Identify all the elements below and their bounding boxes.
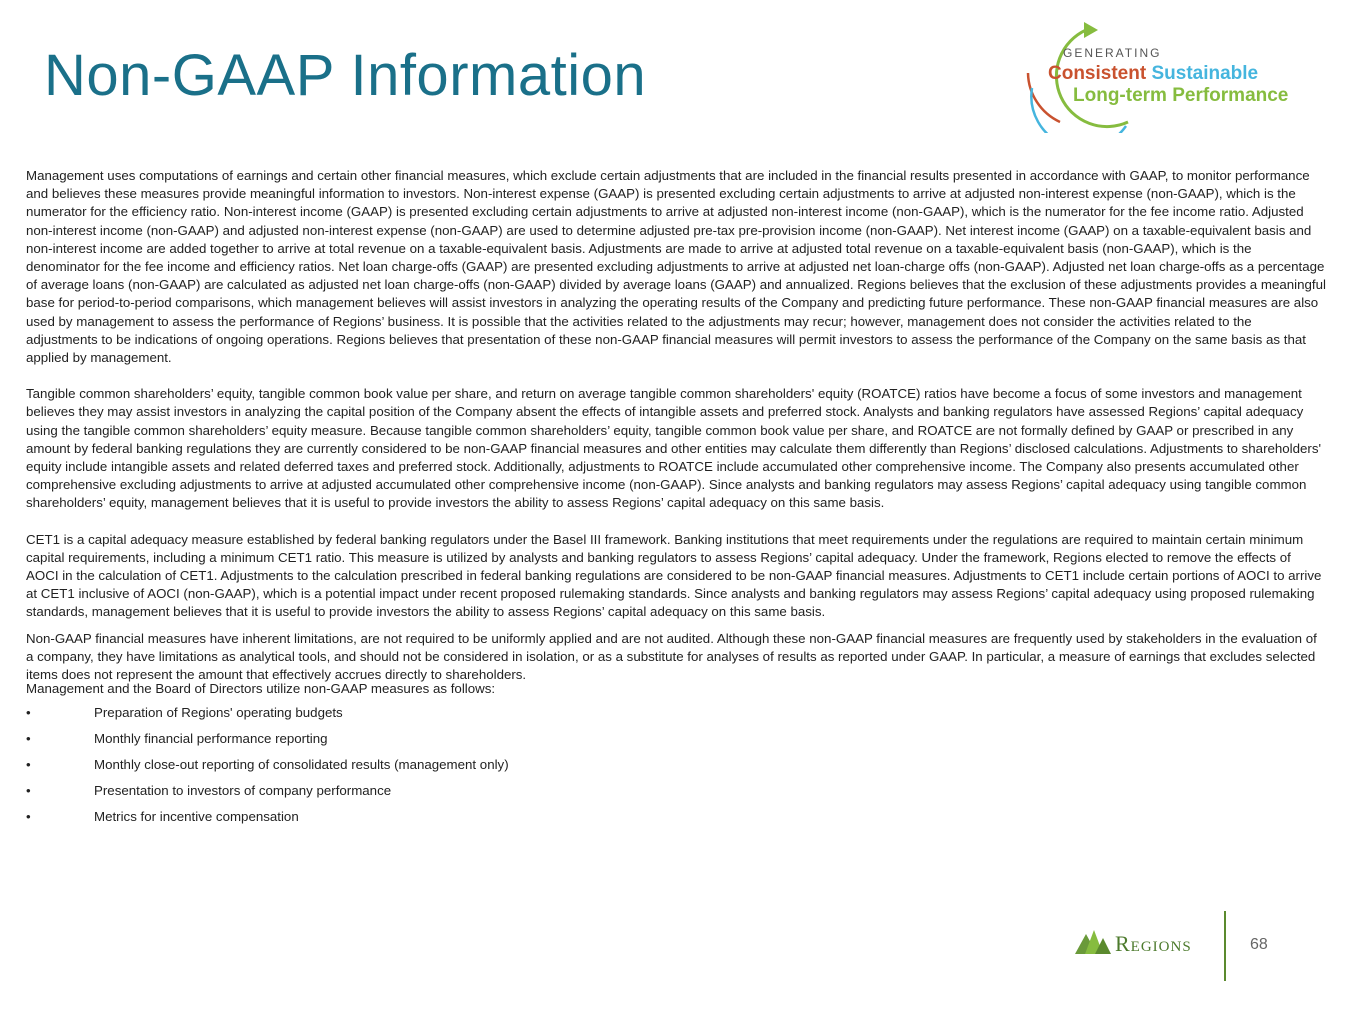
tagline-line1 — [1048, 63, 1258, 85]
body-content — [26, 167, 1326, 833]
list-item-text: Preparation of Regions' operating budgets — [94, 705, 343, 721]
list-item — [26, 782, 1326, 800]
tagline-sustainable: Sustainable — [1151, 63, 1259, 84]
paragraph-tangible-equity: Tangible common shareholders’ equity, tangible common book value per share, and return on average tangible common shareholders' equity (ROATCE) ratios have become a focus of some investors and management believes they may assist investors in analyzing the capital position of the Company absent the effects of intangible assets and preferred stock. Analysts and banking regulators have assessed Regions’ capital adequacy using the tangible common shareholders’ equity measure. Because tangible common shareholders’ equity, tangible common book value per share, and ROATCE are not formally defined by GAAP or prescribed in any amount by federal banking regulations they are currently considered to be non-GAAP financial measures and other entities may calculate them differently than Regions’ disclosed calculations. Adjustments to shareholders' equity include intangible assets and related deferred taxes and preferred stock. Additionally, adjustments to ROATCE include accumulated other comprehensive income. The Company also presents accumulated other comprehensive excluding adjustments to arrive at adjusted accumulated other comprehensive income (non-GAAP). Since analysts and banking regulators may assess Regions’ capital adequacy using tangible common shareholders’ equity, management believes that it is useful to provide investors the ability to assess Regions’ capital adequacy on this same basis. — [26, 386, 1322, 511]
list-item-text: Presentation to investors of company performance — [94, 782, 392, 798]
tagline-generating: GENERATING — [1063, 46, 1162, 60]
page-number: 68 — [1250, 936, 1268, 953]
bullet-icon: • — [26, 782, 31, 798]
paragraph-adjusted-measures: Management uses computations of earnings and certain other financial measures, which exclude certain adjustments that are included in the financial results presented in accordance with GAAP, to monitor performance and believes these measures provide meaningful information to investors. Non-interest expense (GAAP) is presented excluding certain adjustments to arrive at adjusted non-interest expense (non-GAAP), which is the numerator for the efficiency ratio. Non-interest income (GAAP) is presented excluding certain adjustments to arrive at adjusted non-interest income (non-GAAP), which is the numerator for the fee income ratio. Adjusted non-interest income (non-GAAP) and adjusted non-interest expense (non-GAAP) are used to determine adjusted pre-tax pre-provision income (non-GAAP). Net interest income (GAAP) on a taxable-equivalent basis and non-interest income are added together to arrive at total revenue on a taxable-equivalent basis. Adjustments are made to arrive at adjusted total revenue on a taxable-equivalent basis (non-GAAP), which is the denominator for the fee income and efficiency ratios. Net loan charge-offs (GAAP) are presented excluding adjustments to arrive at adjusted net loan-charge offs (non-GAAP). Adjusted net loan charge-offs as a percentage of average loans (non-GAAP) are calculated as adjusted net loan charge-offs (non-GAAP) divided by average loans (GAAP) and annualized. Regions believes that the exclusion of these adjustments provides a meaningful base for period-to-period comparisons, which management believes will assist investors in analyzing the operating results of the Company and predicting future performance. These non-GAAP financial measures are also used by management to assess the performance of Regions’ business. It is possible that the activities related to the adjustments may recur; however, management does not consider the activities related to the adjustments to be indications of ongoing operations. Regions believes that presentation of these non-GAAP financial measures will permit investors to assess the performance of the Company on the same basis as that applied by management. — [26, 168, 1326, 366]
list-item-text: Metrics for incentive compensation — [94, 808, 299, 824]
list-item — [26, 704, 1326, 722]
usage-list — [26, 704, 1326, 825]
list-item — [26, 756, 1326, 774]
regions-pyramid-icon — [1075, 930, 1111, 954]
bullet-icon: • — [26, 757, 31, 773]
tagline-logo — [1018, 18, 1328, 133]
bullet-icon: • — [26, 731, 31, 747]
bullet-icon: • — [26, 808, 31, 824]
footer-divider — [1224, 911, 1226, 981]
tagline-consistent: Consistent — [1048, 63, 1147, 84]
regions-logo — [1075, 928, 1225, 958]
bullet-icon: • — [26, 705, 31, 721]
list-item-text: Monthly close-out reporting of consolidated results (management only) — [94, 757, 509, 773]
brand-name: Regions — [1115, 931, 1192, 956]
list-item — [26, 808, 1326, 826]
list-intro: Management and the Board of Directors utilize non-GAAP measures as follows: — [26, 681, 496, 697]
paragraph-cet1: CET1 is a capital adequacy measure established by federal banking regulators under the Basel III framework. Banking institutions that meet requirements under the regulations are required to maintain certain minimum capital requirements, including a minimum CET1 ratio. This measure is utilized by analysts and banking regulators to assess Regions’ capital adequacy. Under the framework, Regions elected to remove the effects of AOCI in the calculation of CET1. Adjustments to the calculation prescribed in federal banking regulations are considered to be non-GAAP financial measures. Adjustments to CET1 include certain portions of AOCI to arrive at CET1 inclusive of AOCI (non-GAAP), which is a potential impact under recent proposed rulemaking standards. Since analysts and banking regulators may assess Regions’ capital adequacy using proposed rulemaking standards, management believes that it is useful to provide investors the ability to assess Regions’ capital adequacy on this same basis. — [26, 531, 1322, 620]
paragraph-limitations: Non-GAAP financial measures have inherent limitations, are not required to be uniformly applied and are not audited. Although these non-GAAP financial measures are frequently used by stakeholders in the evaluation of a company, they have limitations as analytical tools, and should not be considered in isolation, or as a substitute for analyses of results as reported under GAAP. In particular, a measure of earnings that excludes selected items does not represent the amount that effectively accrues directly to shareholders. — [26, 630, 1317, 683]
tagline-long-term: Long-term Performance — [1073, 85, 1289, 106]
list-item — [26, 730, 1326, 748]
list-item-text: Monthly financial performance reporting — [94, 731, 328, 747]
page-title: Non-GAAP Information — [44, 43, 647, 108]
